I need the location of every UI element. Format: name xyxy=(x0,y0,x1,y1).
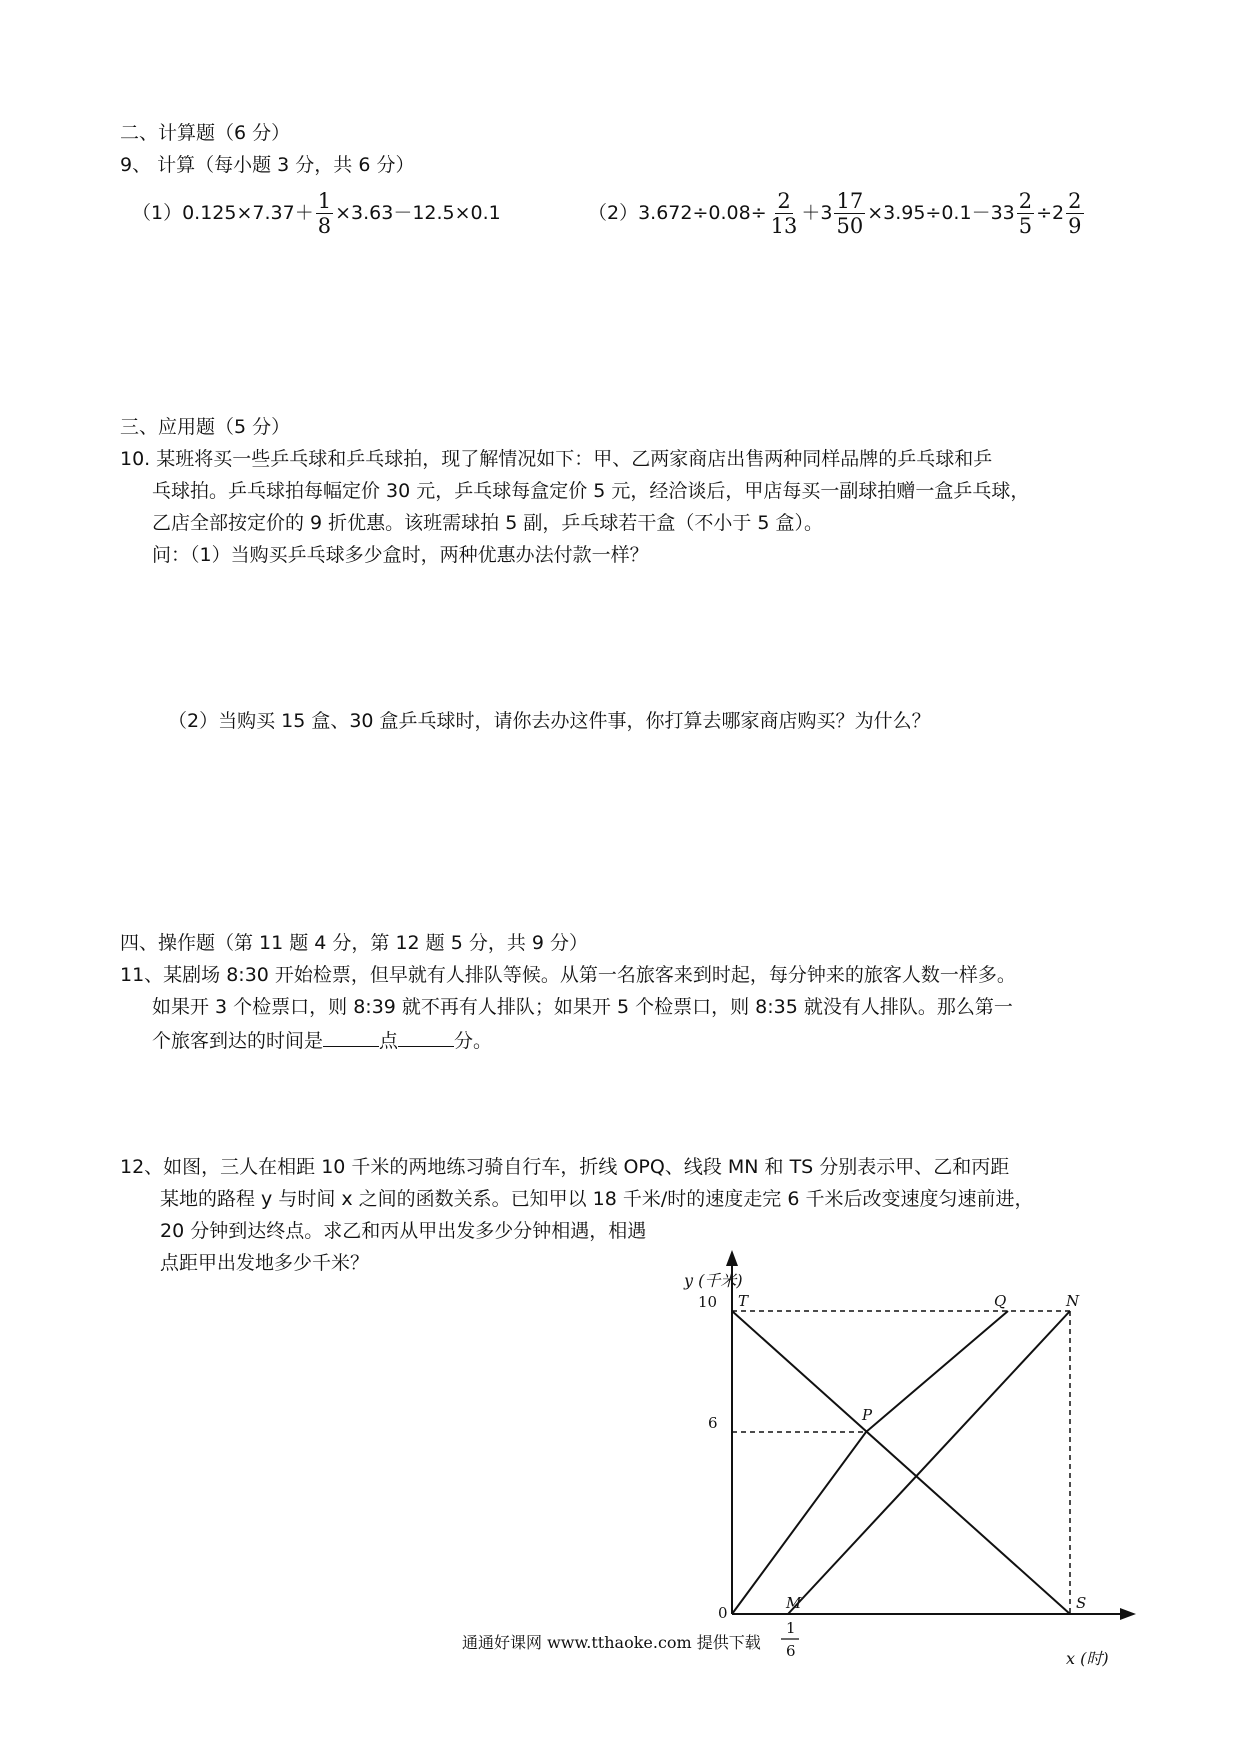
q10-line-3: 乙店全部按定价的 9 折优惠。该班需球拍 5 副，乒乓球若干盒（不小于 5 盒）。 xyxy=(152,512,824,534)
point-q-label: Q xyxy=(994,1292,1007,1310)
q9-part1-expr-a: 0.125×7.37＋ xyxy=(182,202,314,224)
x-axis-arrow-icon xyxy=(1120,1608,1136,1620)
footer-credit: 通通好课网 www.tthaoke.com 提供下载 xyxy=(462,1633,761,1652)
q12-line-3: 20 分钟到达终点。求乙和丙从甲出发多少分钟相遇，相遇 xyxy=(160,1220,647,1242)
fraction-numerator: 2 xyxy=(777,189,791,213)
point-n-label: N xyxy=(1066,1292,1080,1310)
q9-part1-label: （1） xyxy=(132,202,183,224)
fraction-numerator: 1 xyxy=(317,189,332,213)
q12-line-2: 某地的路程 y 与时间 x 之间的函数关系。已知甲以 18 千米/时的速度走完 6 千米后改变速度匀速前进， xyxy=(160,1188,1034,1210)
q12-line-1: 12、如图，三人在相距 10 千米的两地练习骑自行车，折线 OPQ、线段 MN 和 TS 分别表示甲、乙和丙距 xyxy=(120,1156,1010,1178)
x-tick-denominator: 6 xyxy=(786,1642,796,1660)
q9-part2-expr-a: 3.672÷0.08÷ xyxy=(638,202,767,224)
fraction-denominator: 50 xyxy=(836,214,864,238)
y-tick-6: 6 xyxy=(708,1414,718,1432)
origin-label: 0 xyxy=(718,1604,728,1622)
q9-part2-fraction-1 xyxy=(769,189,800,238)
q9-part2-expr-d: ÷2 xyxy=(1036,202,1065,224)
q9-part2-fraction-2 xyxy=(834,189,865,238)
q9-part1-fraction xyxy=(316,189,333,238)
minute-answer-blank[interactable] xyxy=(398,1026,454,1047)
hour-answer-blank[interactable] xyxy=(323,1026,379,1047)
section2-heading: 二、计算题（6 分） xyxy=(120,122,291,144)
polyline-opq xyxy=(732,1311,1008,1614)
q11-line-3 xyxy=(152,1026,492,1054)
fraction-denominator: 8 xyxy=(317,214,332,238)
q9-part2-fraction-3 xyxy=(1017,189,1034,238)
q11-line-1: 11、某剧场 8:30 开始检票，但早就有人排队等候。从第一名旅客来到时起，每分钟来的旅客人数一样多。 xyxy=(120,964,1016,986)
fraction-denominator: 5 xyxy=(1018,214,1033,238)
x-axis-label: x (时) xyxy=(1066,1649,1109,1668)
q10-question-1: 问：（1）当购买乒乓球多少盒时，两种优惠办法付款一样？ xyxy=(152,544,649,566)
point-p-label: P xyxy=(862,1406,873,1424)
q11-text-a: 个旅客到达的时间是 xyxy=(152,1030,324,1052)
q9-part2-label: （2） xyxy=(588,202,639,224)
q9-part2-fraction-4 xyxy=(1066,189,1083,238)
q11-text-c: 分。 xyxy=(454,1030,493,1052)
line-mn xyxy=(788,1311,1070,1614)
fraction-denominator: 13 xyxy=(770,214,798,238)
x-tick-numerator: 1 xyxy=(786,1619,796,1637)
q12-line-4: 点距甲出发地多少千米？ xyxy=(160,1252,370,1274)
section4-heading: 四、操作题（第 11 题 4 分，第 12 题 5 分，共 9 分） xyxy=(120,932,589,954)
q9-part2 xyxy=(588,186,1086,246)
q11-text-b: 点 xyxy=(379,1030,399,1052)
section3-heading: 三、应用题（5 分） xyxy=(120,416,291,438)
q9-part2-expr-b: ＋3 xyxy=(801,202,833,224)
y-tick-10: 10 xyxy=(698,1293,718,1311)
point-s-label: S xyxy=(1076,1594,1087,1612)
q9-part2-expr-c: ×3.95÷0.1－33 xyxy=(867,202,1015,224)
line-ts xyxy=(732,1311,1070,1614)
y-axis-arrow-icon xyxy=(726,1250,738,1266)
q9-intro: 9、 计算（每小题 3 分，共 6 分） xyxy=(120,154,415,176)
fraction-numerator: 2 xyxy=(1018,189,1033,213)
q10-line-1: 10. 某班将买一些乒乓球和乒乓球拍，现了解情况如下：甲、乙两家商店出售两种同样品牌的乒乓球和乒 xyxy=(120,448,993,470)
q10-question-2: （2）当购买 15 盒、30 盒乒乓球时，请你去办这件事，你打算去哪家商店购买？为什么？ xyxy=(168,710,931,732)
fraction-denominator: 9 xyxy=(1068,214,1082,238)
q9-part1-expr-b: ×3.63－12.5×0.1 xyxy=(335,202,501,224)
distance-time-graph xyxy=(680,1240,1150,1670)
fraction-numerator: 17 xyxy=(836,189,864,213)
fraction-numerator: 2 xyxy=(1068,189,1082,213)
q10-line-2: 乓球拍。乒乓球拍每幅定价 30 元，乒乓球每盒定价 5 元，经洽谈后，甲店每买一副球拍赠一盒乒乓球， xyxy=(152,480,1030,502)
y-axis-label: y (千米) xyxy=(684,1271,743,1290)
q11-line-2: 如果开 3 个检票口，则 8:39 就不再有人排队；如果开 5 个检票口，则 8:35 就没有人排队。那么第一 xyxy=(152,996,1013,1018)
point-t-label: T xyxy=(738,1292,749,1310)
q9-part1 xyxy=(132,186,501,246)
point-m-label: M xyxy=(786,1594,802,1612)
